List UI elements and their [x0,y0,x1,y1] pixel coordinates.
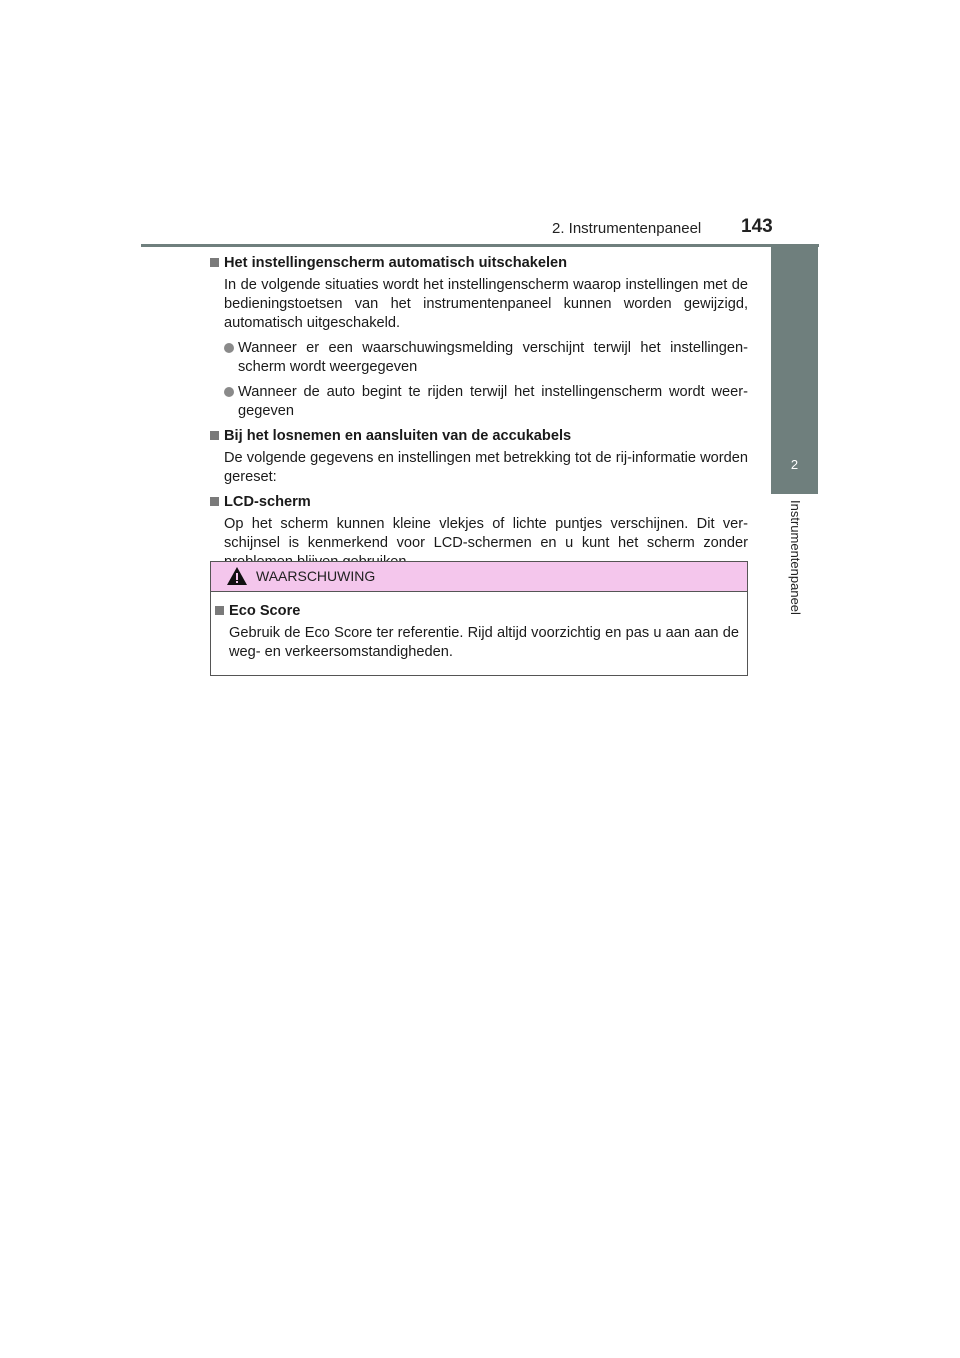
square-bullet-icon [210,431,219,440]
section-text: Op het scherm kunnen kleine vlekjes of lichte puntjes verschijnen. Dit ver-schijnsel is kenmerkend voor LCD-schermen en u kunt het scherm zonder [224,516,748,551]
square-bullet-icon [215,606,224,615]
warning-label: WAARSCHUWING [256,568,376,584]
side-tab: 2 [771,436,818,494]
section-text: In de volgende situaties wordt het instellingenscherm waarop instellingen met de bedieningstoetsen van het instrumentenpaneel kunnen worden gewijzigd, automatisch uitgeschakeld. [224,277,748,331]
section-text: De volgende gegevens en instellingen met betrekking tot de rij-informatie worden gereset: [224,450,748,485]
list-item: Wanneer er een waarschuwingsmelding verschijnt terwijl het instellingen-scherm wordt weergegeven [210,339,748,377]
warning-triangle-icon [226,566,248,586]
section-heading: Bij het losnemen en aansluiten van de accukabels [210,427,748,446]
warning-heading: Eco Score [215,602,739,621]
warning-box [210,561,748,676]
list-item: Wanneer de auto begint te rijden terwijl het instellingenscherm wordt weer-gegeven [210,383,748,421]
side-strip [771,244,818,436]
warning-header [211,562,747,592]
square-bullet-icon [210,258,219,267]
square-bullet-icon [210,497,219,506]
header-rule [141,244,819,247]
warning-text: Gebruik de Eco Score ter referentie. Rijd altijd voorzichtig en pas u aan aan de weg- en verkeersomstandigheden. [229,625,739,660]
header-section-title: 2. Instrumentenpaneel [552,220,702,237]
round-bullet-icon [224,387,234,397]
main-content [210,254,748,572]
round-bullet-icon [224,343,234,353]
section-heading: Het instellingenscherm automatisch uitschakelen [210,254,748,273]
page-number: 143 [741,216,773,237]
side-tab-label: Instrumentenpaneel [788,500,803,615]
section-heading: LCD-scherm [210,493,748,512]
